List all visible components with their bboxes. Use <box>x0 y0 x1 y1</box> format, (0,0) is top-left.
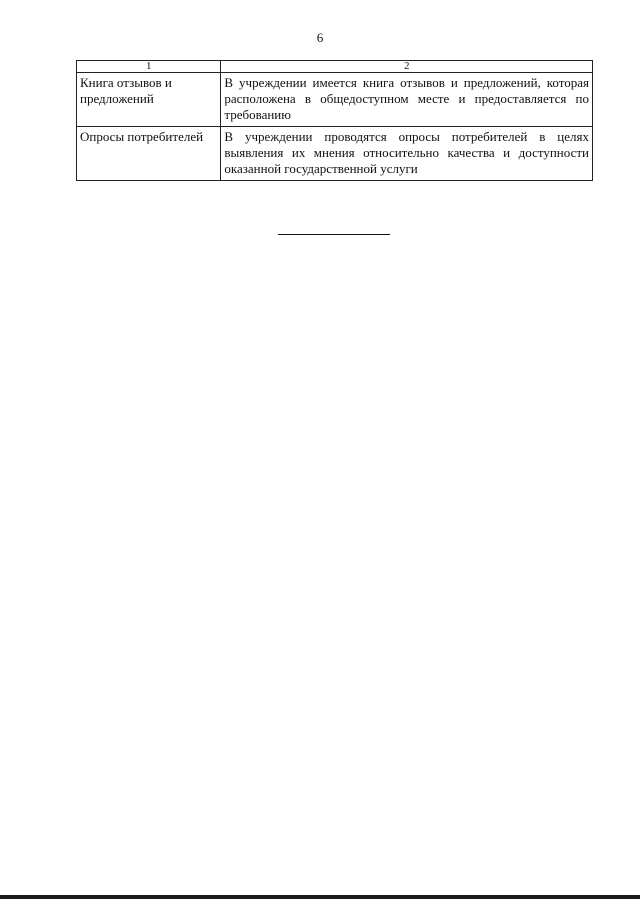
row-description-cell: В учреждении имеется книга отзывов и предложений, которая расположена в общедоступном месте и предоставляется по требованию <box>221 73 593 127</box>
table-header-row <box>77 61 593 73</box>
row-name-cell: Опросы потребителей <box>77 127 221 181</box>
information-table <box>76 60 593 181</box>
column-number-1: 1 <box>77 61 221 73</box>
column-number-2: 2 <box>221 61 593 73</box>
row-name-cell: Книга отзывов и предложений <box>77 73 221 127</box>
table-row <box>77 127 593 181</box>
scan-bottom-edge <box>0 895 640 899</box>
table-row <box>77 73 593 127</box>
page-number: 6 <box>316 30 324 45</box>
end-separator-line <box>278 234 390 235</box>
row-description-cell: В учреждении проводятся опросы потребителей в целях выявления их мнения относительно качества и доступности оказанной государственной услуги <box>221 127 593 181</box>
